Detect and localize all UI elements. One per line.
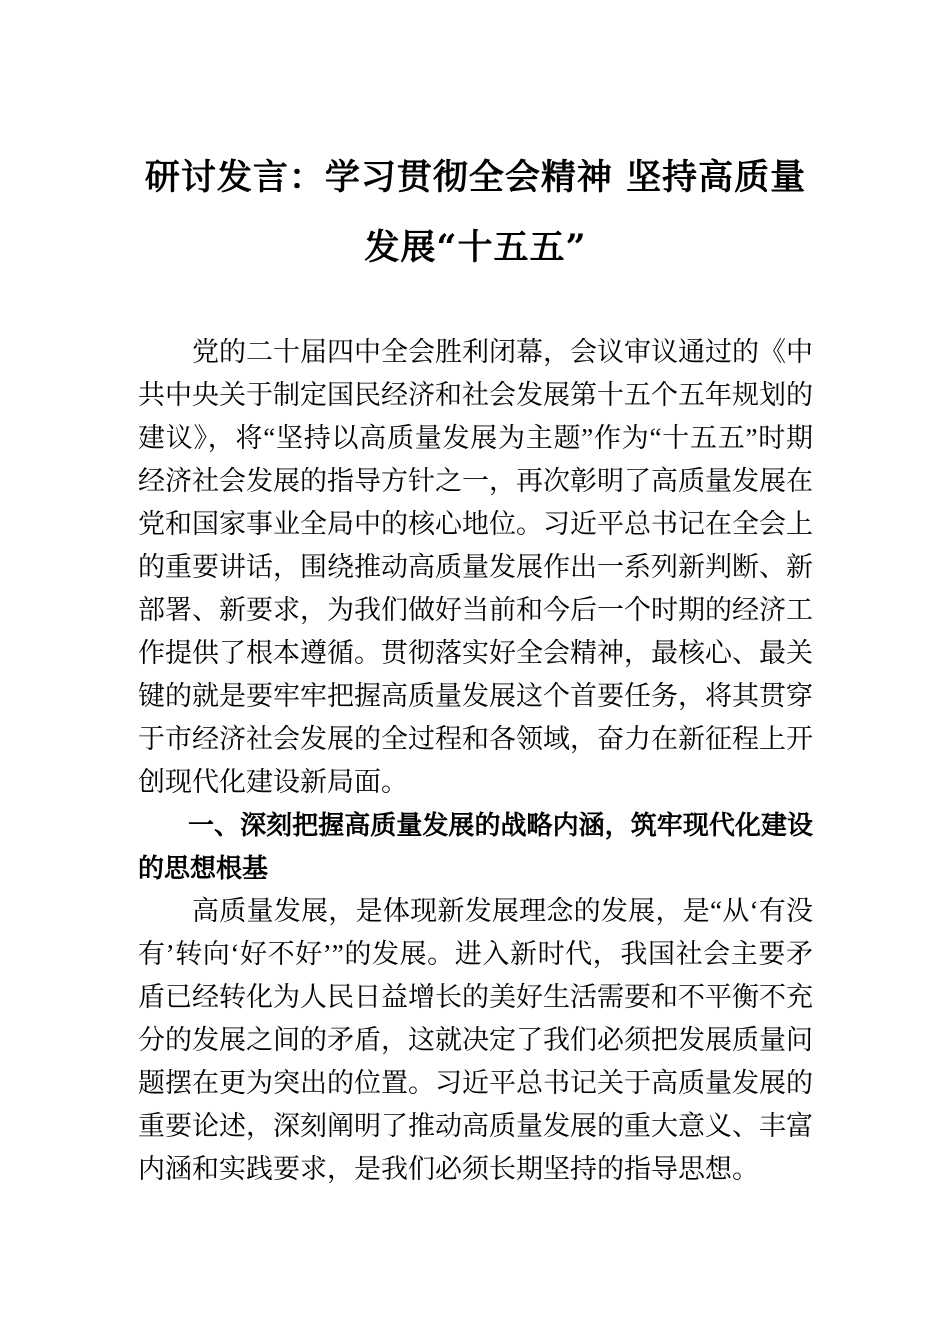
paragraph-intro: 党的二十届四中全会胜利闭幕，会议审议通过的《中共中央关于制定国民经济和社会发展第十五个五年规划的建议》，将“坚持以高质量发展为主题”作为“十五五”时期经济社会发展的指导方针之一，再次彰明了高质量发展在党和国家事业全局中的核心地位。习近平总书记在全会上的重要讲话，围绕推动高质量发展作出一系列新判断、新部署、新要求，为我们做好当前和今后一个时期的经济工作提供了根本遵循。贯彻落实好全会精神，最核心、最关键的就是要牢牢把握高质量发展这个首要任务，将其贯穿于市经济社会发展的全过程和各领域，奋力在新征程上开创现代化建设新局面。 xyxy=(138,337,813,797)
paragraph-section-1-body: 高质量发展，是体现新发展理念的发展，是“从‘有没有’转向‘好不好’”的发展。进入新时代，我国社会主要矛盾已经转化为人民日益增长的美好生活需要和不平衡不充分的发展之间的矛盾，这就决定了我们必须把发展质量问题摆在更为突出的位置。习近平总书记关于高质量发展的重要论述，深刻阐明了推动高质量发展的重大意义、丰富内涵和实践要求，是我们必须长期坚持的指导思想。 xyxy=(138,896,813,1184)
document-title xyxy=(138,143,813,283)
section-heading-1: 一、深刻把握高质量发展的战略内涵，筑牢现代化建设的思想根基 xyxy=(138,810,813,883)
document-title-line-1: 研讨发言：学习贯彻全会精神 坚持高质量 xyxy=(144,157,807,198)
document-title-line-2: 发展“十五五” xyxy=(364,227,587,268)
